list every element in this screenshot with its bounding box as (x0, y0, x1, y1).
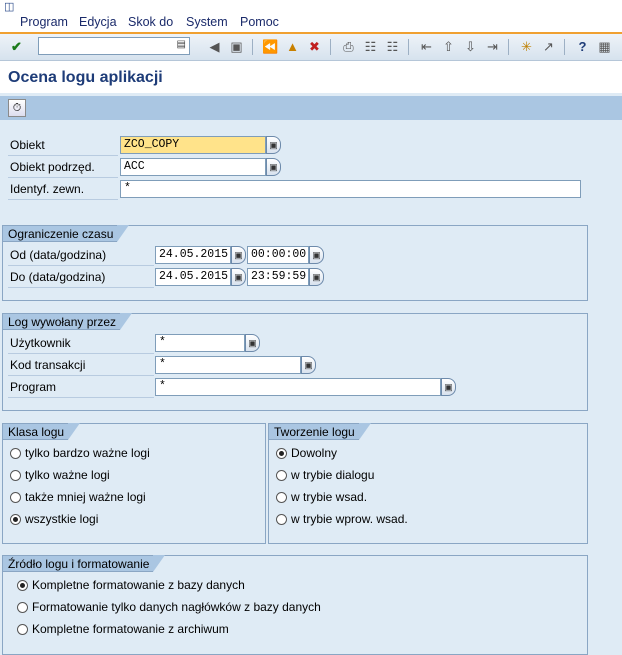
log-class-option: wszystkie logi (25, 512, 99, 526)
log-class-option: tylko ważne logi (25, 468, 110, 482)
log-creation-option: w trybie wprow. wsad. (291, 512, 408, 526)
source-option: Kompletne formatowanie z bazy danych (32, 578, 245, 592)
to-label: Do (data/godzina) (10, 270, 106, 284)
find-next-icon[interactable]: ☷ (386, 38, 399, 54)
save-icon[interactable]: ▣ (230, 38, 243, 54)
value-help-icon[interactable]: ▣ (309, 246, 324, 264)
page-title: Ocena logu aplikacji (8, 69, 163, 86)
log-creation-option: w trybie wsad. (291, 490, 368, 504)
from-date-input[interactable]: 24.05.2015 (155, 246, 231, 264)
log-creation-group-title: Tworzenie logu (268, 423, 359, 440)
from-time-input[interactable]: 00:00:00 (247, 246, 309, 264)
enter-icon[interactable]: ✔ (11, 38, 22, 54)
next-page-icon[interactable]: ⇩ (465, 38, 476, 54)
to-date-input[interactable]: 24.05.2015 (155, 268, 231, 286)
find-icon[interactable]: ☷ (364, 38, 377, 54)
source-group-title: Źródło logu i formatowanie (2, 555, 153, 572)
menu-edycja[interactable]: Edycja (79, 15, 117, 29)
exit-icon[interactable]: ▲ (286, 39, 299, 54)
value-help-icon[interactable]: ▣ (245, 334, 260, 352)
title-strip (0, 0, 622, 14)
log-creation-radio-3[interactable] (276, 514, 287, 525)
value-help-icon[interactable]: ▣ (231, 268, 246, 286)
log-creation-radio-2[interactable] (276, 492, 287, 503)
log-creation-radio-1[interactable] (276, 470, 287, 481)
obiekt-podrzed-input[interactable]: ACC (120, 158, 266, 176)
menu-program[interactable]: Program (20, 15, 68, 29)
prev-page-icon[interactable]: ⇧ (443, 38, 454, 54)
source-option: Kompletne formatowanie z archiwum (32, 622, 229, 636)
new-session-icon[interactable]: ✳ (521, 38, 532, 54)
log-creation-option: w trybie dialogu (291, 468, 375, 482)
command-dropdown-icon[interactable]: ▤ (176, 39, 186, 50)
log-class-radio-2[interactable] (10, 492, 21, 503)
log-class-radio-1[interactable] (10, 470, 21, 481)
menu-skok-do[interactable]: Skok do (128, 15, 174, 29)
time-group-title: Ograniczenie czasu (2, 225, 117, 242)
collapse-icon[interactable]: ◀ (209, 38, 220, 54)
command-field[interactable] (38, 37, 190, 55)
source-radio-2[interactable] (17, 624, 28, 635)
menu-system[interactable]: System (186, 15, 228, 29)
log-class-option: tylko bardzo ważne logi (25, 446, 150, 460)
obiekt-input[interactable]: ZCO_COPY (120, 136, 266, 154)
cancel-icon[interactable]: ✖ (309, 38, 320, 54)
user-label: Użytkownik (10, 336, 71, 350)
value-help-icon[interactable]: ▣ (309, 268, 324, 286)
log-class-radio-0[interactable] (10, 448, 21, 459)
identyf-input[interactable]: * (120, 180, 581, 198)
value-help-icon[interactable]: ▣ (301, 356, 316, 374)
obiekt-podrzed-label: Obiekt podrzęd. (10, 160, 95, 174)
execute-icon[interactable]: ⏱ (8, 99, 26, 117)
value-help-icon[interactable]: ▣ (231, 246, 246, 264)
menu-icon[interactable]: ◫ (4, 1, 15, 13)
user-input[interactable]: * (155, 334, 245, 352)
identyf-label: Identyf. zewn. (10, 182, 85, 196)
source-radio-1[interactable] (17, 602, 28, 613)
menu-bar (0, 14, 622, 34)
log-creation-radio-0[interactable] (276, 448, 287, 459)
last-page-icon[interactable]: ⇥ (487, 38, 498, 54)
tcode-input[interactable]: * (155, 356, 301, 374)
to-time-input[interactable]: 23:59:59 (247, 268, 309, 286)
log-class-radio-3[interactable] (10, 514, 21, 525)
shortcut-icon[interactable]: ↗ (543, 38, 554, 54)
log-class-group-title: Klasa logu (2, 423, 68, 440)
layout-icon[interactable]: ▦ (598, 38, 611, 54)
program-label: Program (10, 380, 57, 394)
system-toolbar (0, 34, 622, 61)
application-toolbar (0, 96, 622, 120)
log-creation-option: Dowolny (291, 446, 338, 460)
value-help-icon[interactable]: ▣ (266, 158, 281, 176)
from-label: Od (data/godzina) (10, 248, 107, 262)
tcode-label: Kod transakcji (10, 358, 86, 372)
value-help-icon[interactable]: ▣ (266, 136, 281, 154)
source-option: Formatowanie tylko danych nagłówków z bazy danych (32, 600, 321, 614)
obiekt-label: Obiekt (10, 138, 45, 152)
menu-pomoc[interactable]: Pomoc (240, 15, 279, 29)
log-class-option: także mniej ważne logi (25, 490, 146, 504)
print-icon[interactable]: ⎙ (343, 38, 354, 54)
back-icon[interactable]: ⏪ (262, 38, 279, 54)
caller-group-title: Log wywołany przez (2, 313, 120, 330)
help-icon[interactable]: ? (578, 39, 587, 54)
value-help-icon[interactable]: ▣ (441, 378, 456, 396)
first-page-icon[interactable]: ⇤ (421, 38, 432, 54)
program-input[interactable]: * (155, 378, 441, 396)
source-radio-0[interactable] (17, 580, 28, 591)
